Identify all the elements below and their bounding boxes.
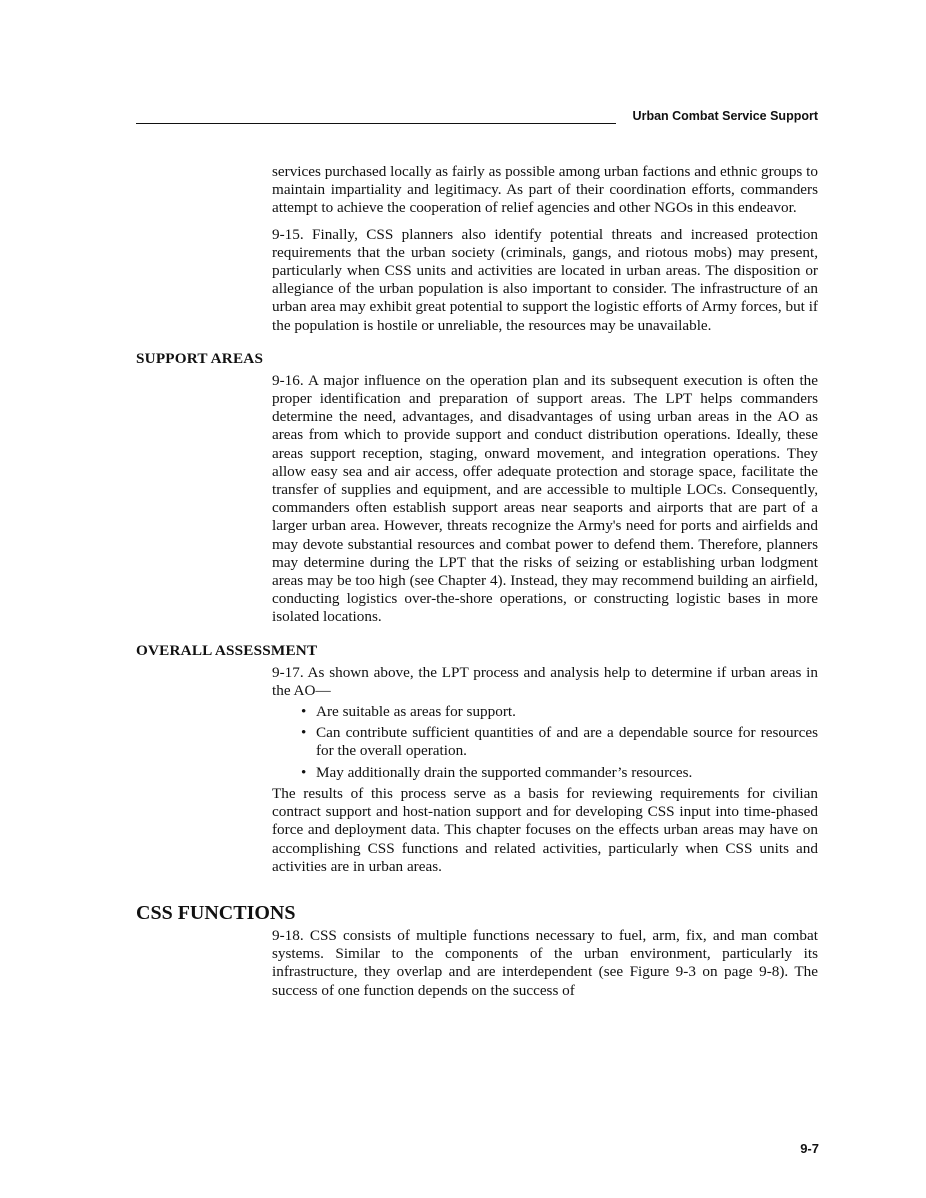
body-block-intro — [272, 163, 818, 335]
paragraph-9-15: 9-15. Finally, CSS planners also identify potential threats and increased protection requirements that the urban society (criminals, gangs, and riotous mobs) may present, particularly when CSS units and activities are located in urban areas. The disposition or allegiance of the urban population is also important to consider. The infrastructure of an urban area may exhibit great potential to support the logistic efforts of Army forces, but if the population is hostile or unreliable, the resources may be unavailable. — [272, 225, 818, 334]
bullet-item — [272, 703, 818, 721]
paragraph-continued: services purchased locally as fairly as possible among urban factions and ethnic groups to maintain impartiality and legitimacy. As part of their coordination efforts, commanders attempt to achieve the cooperation of relief agencies and other NGOs in this endeavor. — [272, 163, 818, 217]
running-header-title: Urban Combat Service Support — [632, 109, 818, 123]
bullet-list — [272, 703, 818, 782]
header-rule — [136, 123, 616, 124]
bullet-marker: • — [301, 724, 307, 742]
paragraph-9-18: 9-18. CSS consists of multiple functions necessary to fuel, arm, fix, and man combat systems. Similar to the components of the urban environment, particularly its infrastructure, they overlap and are interdependent (see Figure 9-3 on page 9-8). The success of one function depends on the success of — [272, 926, 818, 999]
bullet-text: May additionally drain the supported commander’s resources. — [316, 763, 693, 781]
body-block-support-areas — [272, 372, 818, 627]
heading-overall-assessment: OVERALL ASSESSMENT — [136, 641, 318, 659]
paragraph-9-16: 9-16. A major influence on the operation plan and its subsequent execution is often the proper identification and preparation of support areas. The LPT helps commanders determine the need, advantages, and disadvantages of using urban areas in the AO as areas from which to provide support and conduct distribution operations. Ideally, these areas support reception, staging, onward movement, and integration operations. They allow easy sea and air access, offer adequate protection and storage space, facilitate the transfer of supplies and equipment, and are accessible to multiple LOCs. Consequently, commanders often establish support areas near seaports and airports that are part of a larger urban area. However, threats recognize the Army's need for ports and airfields and may devote substantial resources and combat power to defend them. Therefore, planners may determine during the LPT that the risks of seizing or establishing urban lodgment areas may be too high (see Chapter 4). Instead, they may recommend building an airfield, conducting logistics over-the-shore operations, or constructing logistic bases in more isolated locations. — [272, 371, 818, 626]
body-block-css-functions — [272, 927, 818, 1000]
paragraph-9-17-results: The results of this process serve as a basis for reviewing requirements for civilian contract support and host-nation support and for developing CSS input into time-phased force and deployment data. This chapter focuses on the effects urban areas may have on accomplishing CSS functions and related activities, particularly when CSS units and activities are in urban areas. — [272, 784, 818, 875]
page-content — [136, 163, 818, 1008]
page-number: 9-7 — [800, 1141, 819, 1156]
bullet-text: Are suitable as areas for support. — [316, 703, 516, 721]
paragraph-9-17-intro: 9-17. As shown above, the LPT process and analysis help to determine if urban areas in the AO— — [272, 663, 818, 699]
bullet-marker: • — [301, 703, 307, 721]
bullet-item — [272, 724, 818, 760]
heading-support-areas: SUPPORT AREAS — [136, 349, 264, 367]
body-block-overall-assessment — [272, 664, 818, 876]
heading-css-functions: CSS FUNCTIONS — [136, 901, 296, 924]
bullet-text: Can contribute sufficient quantities of and are a dependable source for resources for the overall operation. — [316, 724, 818, 760]
bullet-marker: • — [301, 763, 307, 781]
bullet-item — [272, 764, 818, 782]
